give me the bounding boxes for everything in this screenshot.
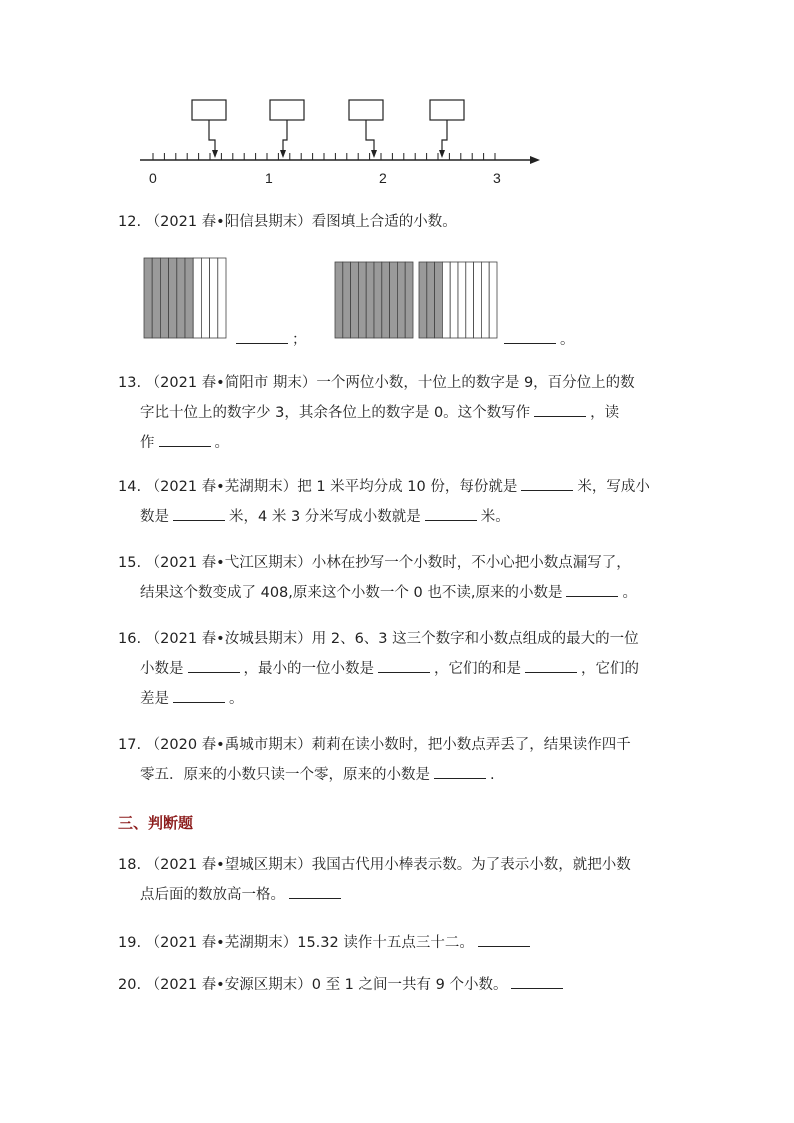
grid-strip <box>177 258 185 338</box>
answer-blank[interactable] <box>504 329 556 344</box>
question-16 <box>118 624 688 714</box>
question-text: 17. （2020 春•禹城市期末）莉莉在读小数时，把小数点弄丢了，结果读作四千 <box>118 737 631 753</box>
question-text: 数是 米，4 米 3 分米写成小数就是 米。 <box>118 502 688 532</box>
grid-strip <box>435 262 443 338</box>
question-text: 14. （2021 春•芜湖期末）把 1 米平均分成 10 份，每份就是 米，写成小 <box>118 472 688 502</box>
q12-grids <box>0 248 794 358</box>
answer-blank[interactable] <box>378 658 430 673</box>
answer-blank[interactable] <box>188 658 240 673</box>
answer-blank[interactable] <box>511 974 563 989</box>
answer-blank[interactable] <box>425 506 477 521</box>
answer-blank[interactable] <box>159 432 211 447</box>
question-text: 字比十位上的数字少 3，其余各位上的数字是 0。这个数写作 ，读 <box>118 398 688 428</box>
grid-strip <box>390 262 398 338</box>
grid-strip <box>489 262 497 338</box>
q12-answer-2: 。 <box>500 328 575 349</box>
grid-strip <box>458 262 466 338</box>
grid-strip <box>450 262 458 338</box>
question-text: 12. （2021 春•阳信县期末）看图填上合适的小数。 <box>118 214 457 230</box>
pointer-arrow <box>371 150 377 158</box>
grid-strip <box>160 258 168 338</box>
answer-blank[interactable] <box>236 329 288 344</box>
question-20 <box>118 970 688 1000</box>
question-text: 小数是 ，最小的一位小数是 ，它们的和是 ，它们的 <box>118 654 688 684</box>
question-text: 点后面的数放高一格。 <box>118 880 688 910</box>
grid-strip <box>366 262 374 338</box>
question-text: 结果这个数变成了 408,原来这个小数一个 0 也不读,原来的小数是 。 <box>118 578 688 608</box>
answer-box <box>192 100 226 120</box>
pointer-line <box>283 120 287 152</box>
grid-strip <box>169 258 177 338</box>
answer-blank[interactable] <box>434 764 486 779</box>
tick-label: 0 <box>149 170 157 186</box>
question-text: 18. （2021 春•望城区期末）我国古代用小棒表示数。为了表示小数，就把小数 <box>118 857 631 873</box>
grid-strip <box>419 262 427 338</box>
grid-strip <box>218 258 226 338</box>
grid-strip <box>405 262 413 338</box>
grid-strip <box>201 258 209 338</box>
question-text: 19. （2021 春•芜湖期末）15.32 读作十五点三十二。 <box>118 928 688 958</box>
grid-strip <box>193 258 201 338</box>
question-13 <box>118 368 688 458</box>
grid-strip <box>152 258 160 338</box>
question-text: 作 。 <box>118 428 688 458</box>
answer-blank[interactable] <box>534 402 586 417</box>
grid-strip <box>442 262 450 338</box>
question-12 <box>118 207 688 237</box>
answer-blank[interactable] <box>521 476 573 491</box>
answer-box <box>349 100 383 120</box>
grid-strip <box>474 262 482 338</box>
question-19 <box>118 928 688 958</box>
question-text: 15. （2021 春•弋江区期末）小林在抄写一个小数时，不小心把小数点漏写了， <box>118 555 631 571</box>
grid-strip <box>185 258 193 338</box>
grid-strip <box>374 262 382 338</box>
answer-blank[interactable] <box>566 582 618 597</box>
question-text: 20. （2021 春•安源区期末）0 至 1 之间一共有 9 个小数。 <box>118 970 688 1000</box>
question-text: 差是 。 <box>118 684 688 714</box>
pointer-arrow <box>280 150 286 158</box>
question-text: 16. （2021 春•汝城县期末）用 2、6、3 这三个数字和小数点组成的最大的一位 <box>118 631 639 647</box>
question-18 <box>118 850 688 910</box>
grid-strip <box>481 262 489 338</box>
pointer-arrow <box>439 150 445 158</box>
section-title: 三、判断题 <box>118 814 194 832</box>
grid-strip <box>335 262 343 338</box>
question-15 <box>118 548 688 608</box>
answer-blank[interactable] <box>289 884 341 899</box>
grid-strip <box>351 262 359 338</box>
tick-label: 1 <box>265 170 273 186</box>
pointer-arrow <box>212 150 218 158</box>
grid-strip <box>382 262 390 338</box>
question-14 <box>118 472 688 532</box>
question-17 <box>118 730 688 790</box>
tick-label: 3 <box>493 170 501 186</box>
answer-box <box>430 100 464 120</box>
axis-arrow <box>530 156 540 164</box>
q12-answer-1: ； <box>232 328 307 349</box>
answer-blank[interactable] <box>525 658 577 673</box>
answer-box <box>270 100 304 120</box>
grid-strip <box>358 262 366 338</box>
grid-strip <box>427 262 435 338</box>
answer-blank[interactable] <box>478 932 530 947</box>
answer-blank[interactable] <box>173 688 225 703</box>
answer-blank[interactable] <box>173 506 225 521</box>
grid-strip <box>343 262 351 338</box>
grid-strip <box>210 258 218 338</box>
number-line-figure <box>0 0 794 200</box>
grid-strip <box>397 262 405 338</box>
pointer-line <box>209 120 215 152</box>
pointer-line <box>366 120 374 152</box>
question-text: 13. （2021 春•简阳市 期末）一个两位小数，十位上的数字是 9，百分位上的数 <box>118 375 635 391</box>
pointer-line <box>442 120 447 152</box>
question-text: 零五．原来的小数只读一个零，原来的小数是 . <box>118 760 688 790</box>
grid-strip <box>144 258 152 338</box>
grid-strip <box>466 262 474 338</box>
tick-label: 2 <box>379 170 387 186</box>
